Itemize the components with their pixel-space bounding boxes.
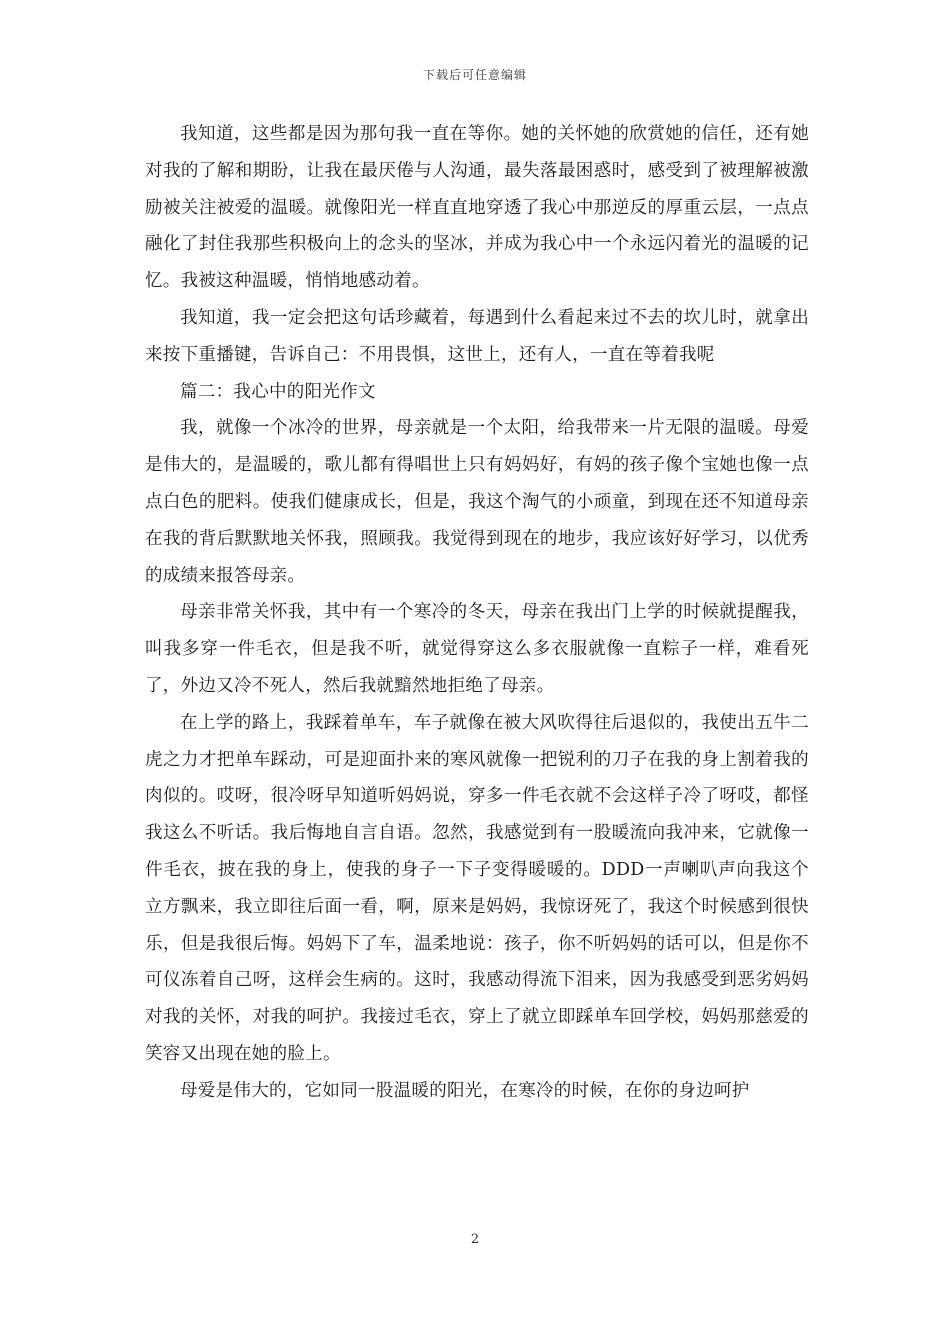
document-body (145, 116, 809, 1110)
paragraph: 我，就像一个冰冷的世界，母亲就是一个太阳，给我带来一片无限的温暖。母爱是伟大的，是温暖的，歌儿都有得唱世上只有妈妈好，有妈的孩子像个宝她也像一点点白色的肥料。使我们健康成长，但是，我这个淘气的小顽童，到现在还不知道母亲在我的背后默默地关怀我，照顾我。我觉得到现在的地步，我应该好好学习，以优秀的成绩来报答母亲。 (145, 418, 809, 586)
paragraph: 我知道，这些都是因为那句我一直在等你。她的关怀她的欣赏她的信任，还有她对我的了解和期盼，让我在最厌倦与人沟通，最失落最困惑时，感受到了被理解被激励被关注被爱的温暖。就像阳光一样直直地穿透了我心中那逆反的厚重云层，一点点融化了封住我那些积极向上的念头的坚冰，并成为我心中一个永远闪着光的温暖的记忆。我被这种温暖，悄悄地感动着。 (145, 124, 809, 292)
paragraph: 母爱是伟大的，它如同一股温暖的阳光，在寒冷的时候，在你的身边呵护 (180, 1080, 750, 1101)
page-header: 下载后可任意编辑 (422, 68, 527, 82)
paragraph: 在上学的路上，我踩着单车，车子就像在被大风吹得往后退似的，我使出五牛二虎之力才把单车踩动，可是迎面扑来的寒风就像一把锐利的刀子在我的身上割着我的肉似的。哎呀，很冷呀早知道听妈妈说，穿多一件毛衣就不会这样子冷了呀哎，都怪我这么不听话。我后悔地自言自语。忽然，我感觉到有一股暖流向我冲来，它就像一件毛衣，披在我的身上，使我的身子一下子变得暖暖的。DDD一声喇叭声向我这个立方飘来，我立即往后面一看，啊，原来是妈妈，我惊讶死了，我这个时候感到很快乐，但是我很后悔。妈妈下了车，温柔地说：孩子，你不听妈妈的话可以，但是你不可仪冻着自己呀，这样会生病的。这时，我感动得流下泪来，因为我感受到恶劣妈妈对我的关怀，对我的呵护。我接过毛衣，穿上了就立即踩单车回学校，妈妈那慈爱的笑容又出现在她的脸上。 (145, 712, 809, 1064)
section-heading: 篇二：我心中的阳光作文 (180, 381, 376, 402)
paragraph: 母亲非常关怀我，其中有一个寒冷的冬天，母亲在我出门上学的时候就提醒我，叫我多穿一件毛衣，但是我不听，就觉得穿这么多衣服就像一直粽子一样，难看死了，外边又冷不死人，然后我就黯然地拒绝了母亲。 (145, 602, 809, 696)
paragraph: 我知道，我一定会把这句话珍藏着，每遇到什么看起来过不去的坎儿时，就拿出来按下重播键，告诉自己：不用畏惧，这世上，还有人，一直在等着我呢 (145, 307, 809, 365)
page-number: 2 (470, 1232, 480, 1247)
